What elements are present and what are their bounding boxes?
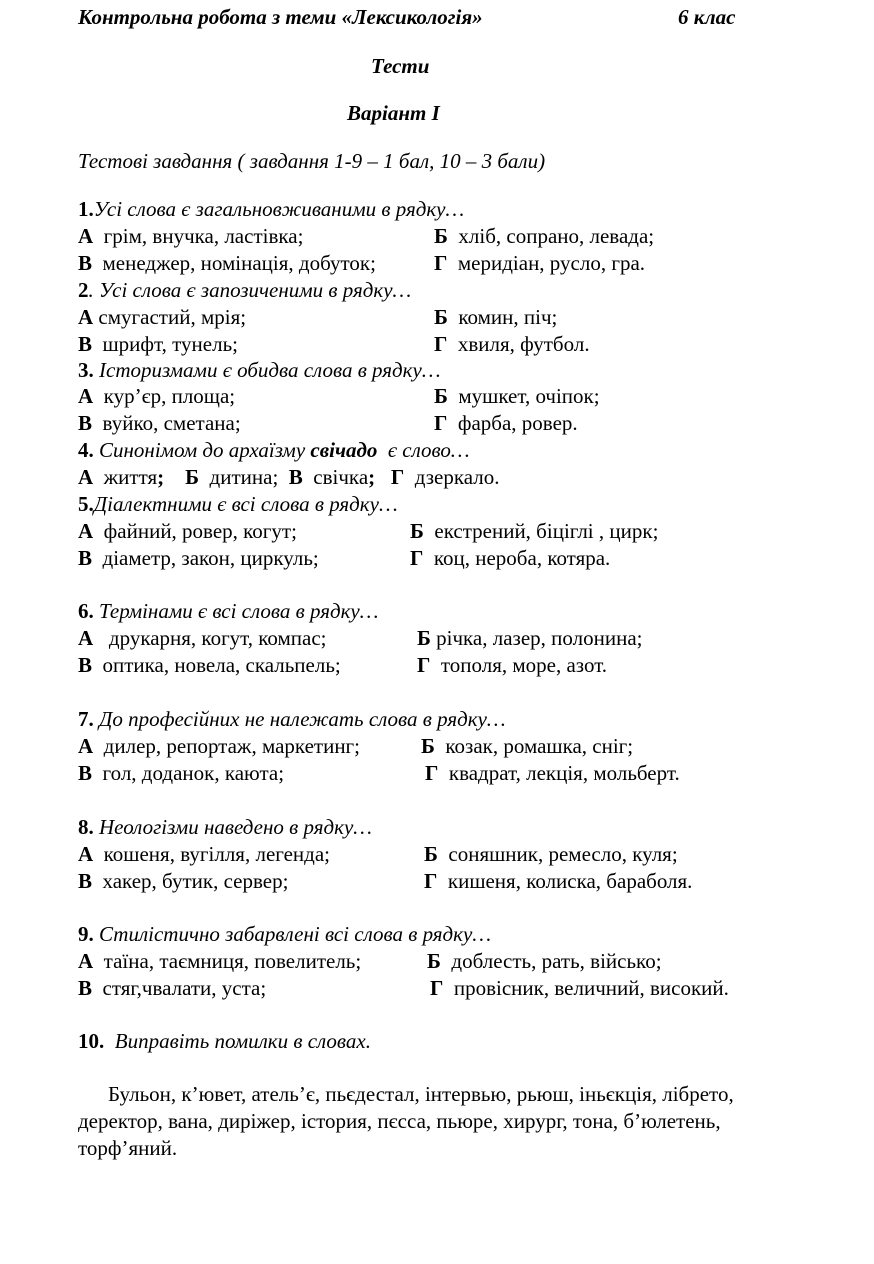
option-b: Б мушкет, очіпок; bbox=[434, 384, 600, 408]
question-number: 10. bbox=[78, 1029, 105, 1053]
document-title: Контрольна робота з теми «Лексикологія» bbox=[78, 5, 483, 29]
section-title: Тести bbox=[371, 54, 430, 78]
question-9 bbox=[78, 921, 491, 947]
question-7 bbox=[78, 706, 506, 732]
question-number: 2 bbox=[78, 278, 89, 302]
option-a: А файний, ровер, когут; bbox=[78, 519, 297, 543]
option-v: В діаметр, закон, циркуль; bbox=[78, 546, 319, 570]
option-g: Г фарба, ровер. bbox=[434, 411, 578, 435]
option-v: В менеджер, номінація, добуток; bbox=[78, 251, 376, 275]
option-v: В оптика, новела, скальпель; bbox=[78, 653, 341, 677]
question-text: Синонімом до архаїзму bbox=[99, 438, 306, 462]
option-g: Г меридіан, русло, гра. bbox=[434, 251, 646, 275]
question-text: Неологізми наведено в рядку… bbox=[99, 815, 372, 839]
question-10 bbox=[78, 1028, 371, 1054]
option-g: Г хвиля, футбол. bbox=[434, 332, 590, 356]
option-a: А кошеня, вугілля, легенда; bbox=[78, 842, 330, 866]
option-b: Б річка, лазер, полонина; bbox=[417, 626, 643, 650]
question-text: Усі слова є загальновживаними в рядку… bbox=[93, 197, 465, 221]
question-text: До професійних не належать слова в рядку… bbox=[99, 707, 506, 731]
option-g: Г провісник, величний, високий. bbox=[430, 976, 729, 1000]
option-a: А дилер, репортаж, маркетинг; bbox=[78, 734, 361, 758]
question-text: Діалектними є всі слова в рядку… bbox=[93, 492, 398, 516]
question-number: 3. bbox=[78, 358, 94, 382]
option-v: В вуйко, сметана; bbox=[78, 411, 241, 435]
option-g: Г кишеня, колиска, бараболя. bbox=[424, 869, 693, 893]
exercise-words: Бульон, к’ювет, атель’є, пьєдестал, інтервью, рьюш, іньєкція, лібрето, деректор, вана, диріжер, істория, пєсса, пьюре, хирург, тона, б’юлетень, торф’яний. bbox=[78, 1082, 734, 1160]
option-b: Б комин, піч; bbox=[434, 305, 558, 329]
question-text: Термінами є всі слова в рядку… bbox=[99, 599, 379, 623]
question-number: 1. bbox=[78, 197, 94, 221]
variant-title: Варіант І bbox=[347, 101, 440, 125]
question-number: 8. bbox=[78, 815, 94, 839]
question-text: Стилістично забарвлені всі слова в рядку… bbox=[99, 922, 491, 946]
option-v: В шрифт, тунель; bbox=[78, 332, 238, 356]
question-number: 4. bbox=[78, 438, 94, 462]
option-b: Б хліб, сопрано, левада; bbox=[434, 224, 655, 248]
option-v: В гол, доданок, каюта; bbox=[78, 761, 285, 785]
question-3 bbox=[78, 357, 441, 383]
question-number: 7. bbox=[78, 707, 94, 731]
option-a: А кур’єр, площа; bbox=[78, 384, 236, 408]
question-2 bbox=[78, 277, 411, 303]
question-number: 6. bbox=[78, 599, 94, 623]
key-word: свічадо bbox=[310, 438, 378, 462]
option-a: А друкарня, когут, компас; bbox=[78, 626, 327, 650]
option-b: Б соняшник, ремесло, куля; bbox=[424, 842, 678, 866]
question-text: Виправіть помилки в словах. bbox=[114, 1029, 371, 1053]
option-g: Г квадрат, лекція, мольберт. bbox=[425, 761, 680, 785]
question-6 bbox=[78, 598, 378, 624]
question-1 bbox=[78, 196, 464, 222]
option-v: В хакер, бутик, сервер; bbox=[78, 869, 289, 893]
option-g: Г коц, нероба, котяра. bbox=[410, 546, 611, 570]
instructions: Тестові завдання ( завдання 1-9 – 1 бал, 10 – 3 бали) bbox=[78, 149, 546, 173]
question-number: 5. bbox=[78, 492, 94, 516]
option-row-4: А життя; Б дитина; В свічка; Г дзеркало. bbox=[78, 465, 500, 489]
option-g: Г тополя, море, азот. bbox=[417, 653, 608, 677]
question-number: 9. bbox=[78, 922, 94, 946]
option-a: А смугастий, мрія; bbox=[78, 305, 247, 329]
question-8 bbox=[78, 814, 372, 840]
grade-label: 6 клас bbox=[678, 5, 736, 29]
option-a: А грім, внучка, ластівка; bbox=[78, 224, 304, 248]
question-4: 4. Синонімом до архаїзму свічадо є слово… bbox=[78, 438, 470, 462]
option-b: Б козак, ромашка, сніг; bbox=[421, 734, 634, 758]
option-b: Б доблесть, рать, військо; bbox=[427, 949, 662, 973]
question-text: Історизмами є обидва слова в рядку… bbox=[99, 358, 441, 382]
option-v: В стяг,чвалати, уста; bbox=[78, 976, 267, 1000]
question-text: . Усі слова є запозиченими в рядку… bbox=[88, 278, 412, 302]
option-b: Б екстрений, біціглі , цирк; bbox=[410, 519, 659, 543]
question-5 bbox=[78, 491, 398, 517]
option-a: А таїна, таємниця, повелитель; bbox=[78, 949, 362, 973]
